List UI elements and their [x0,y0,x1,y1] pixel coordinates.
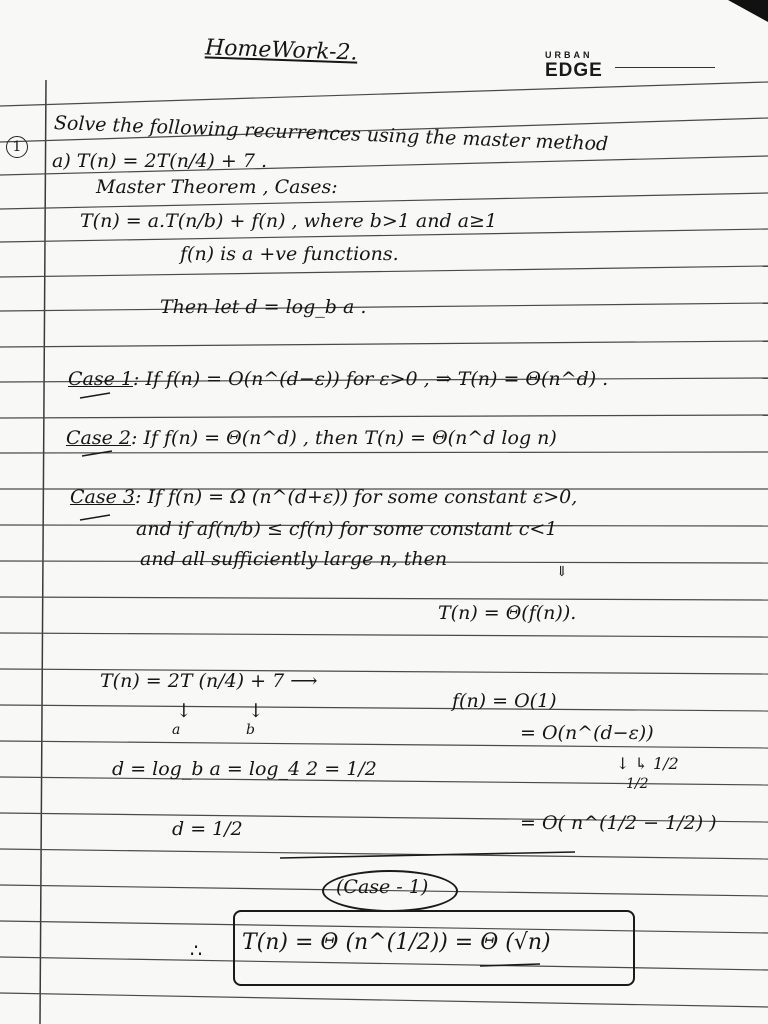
master-heading: Master Theorem , Cases: [96,176,338,198]
work-a-arrow: ↓ [176,700,192,722]
work-fn: f(n) = O(1) [452,690,557,712]
work-recurrence: T(n) = 2T (n/4) + 7 ⟶ [100,670,318,692]
work-d: d = log_b a = log_4 2 = 1/2 [112,758,377,780]
case3-line3: and all sufficiently large n, then [140,548,448,570]
case1 [68,368,608,390]
work-d-result: d = 1/2 [172,818,243,840]
work-arrows: ↓ ↳ 1/2 [616,754,679,773]
part-a: a) T(n) = 2T(n/4) + 7 . [52,150,267,172]
case1-text: : If f(n) = O(n^(d−ε)) for ε>0 , ⇒ T(n) = Θ(n^d) . [133,368,609,390]
question-number: 1 [6,136,28,158]
brand-main: EDGE [545,60,603,81]
brand-top: URBAN [545,50,593,60]
case2-label: Case 2 [66,427,131,449]
case-result: (Case - 1) [336,876,429,898]
page-title: HomeWork-2. [204,35,358,66]
question-text: Solve the following recurrences using the master method [53,112,609,156]
fn-positive: f(n) is a +ve functions. [180,243,399,265]
work-half: 1/2 [626,776,649,792]
case3-line2: and if af(n/b) ≤ cf(n) for some constant c<1 [136,518,558,540]
case3-text: : If f(n) = Ω (n^(d+ε)) for some constant ε>0, [135,486,578,508]
case1-label: Case 1 [68,368,133,390]
brand-date-lines [615,67,715,68]
case2-text: : If f(n) = Θ(n^d) , then T(n) = Θ(n^d log n) [131,427,557,449]
case3 [70,486,577,508]
brand-logo [545,50,603,82]
case3-result: T(n) = Θ(f(n)). [438,602,577,624]
case2 [66,427,557,449]
work-a-label: a [172,722,181,738]
work-fn2: = O(n^(d−ε)) [520,722,654,744]
work-b-arrow: ↓ [248,700,264,722]
then-let: Then let d = log_b a . [160,296,367,318]
final-answer: T(n) = Θ (n^(1/2)) = Θ (√n) [242,930,551,955]
therefore-symbol: ∴ [190,940,203,962]
work-b-label: b [246,722,255,738]
work-fn3: = O( n^(1/2 − 1/2) ) [520,812,717,834]
case3-label: Case 3 [70,486,135,508]
case3-arrow: ⇓ [556,564,568,580]
general-form: T(n) = a.T(n/b) + f(n) , where b>1 and a≥1 [80,210,498,232]
